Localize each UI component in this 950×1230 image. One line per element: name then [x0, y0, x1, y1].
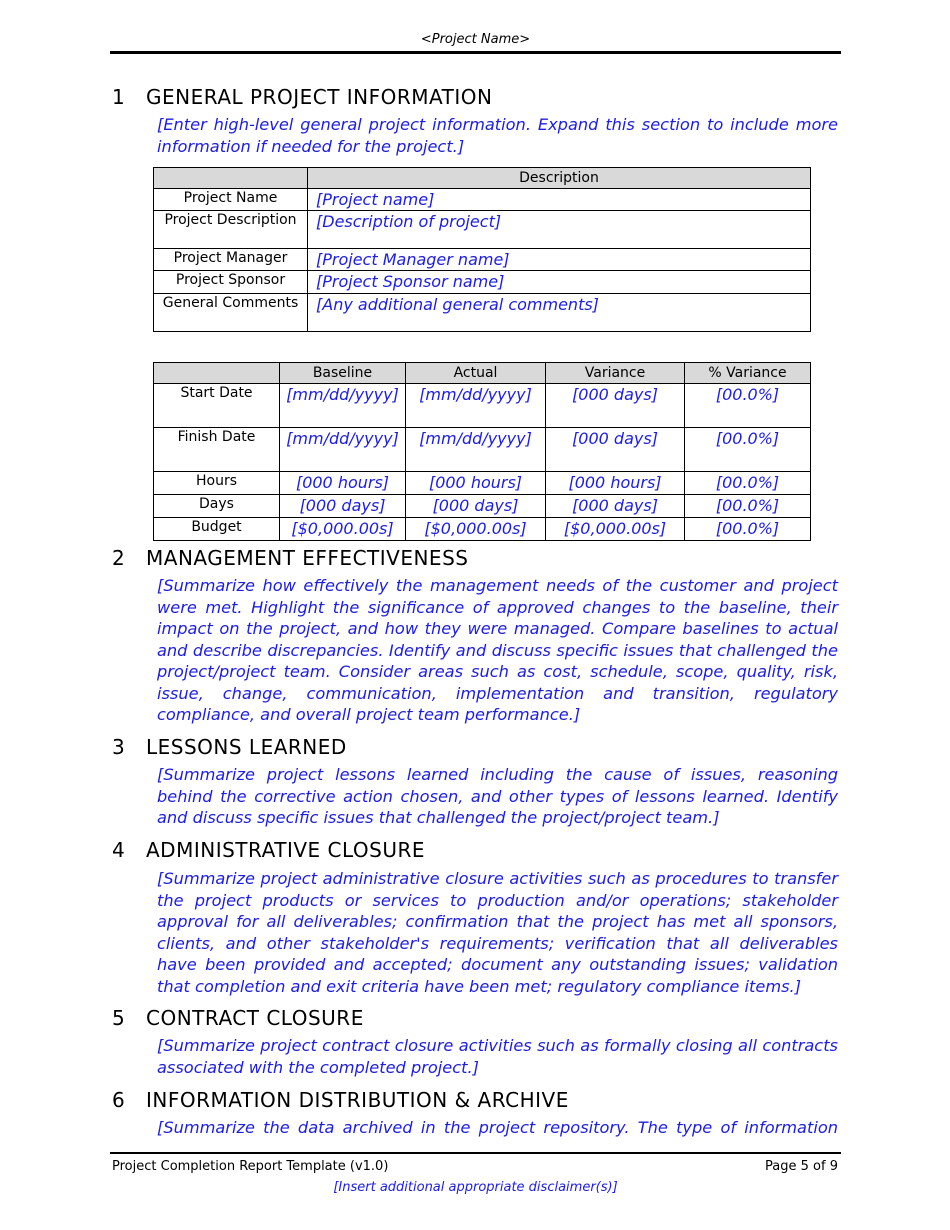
footer-rule — [110, 1152, 841, 1154]
row-label: Finish Date — [154, 428, 280, 472]
percent-variance-cell: [00.0%] — [685, 472, 811, 495]
percent-variance-cell: [00.0%] — [685, 518, 811, 541]
table-row — [154, 472, 811, 495]
column-header: Actual — [406, 363, 546, 384]
baseline-cell: [000 days] — [280, 495, 406, 518]
section-number: 1 — [112, 85, 126, 109]
table-row — [154, 211, 811, 249]
row-label: Hours — [154, 472, 280, 495]
row-label: Budget — [154, 518, 280, 541]
actual-cell: [000 days] — [406, 495, 546, 518]
section-1-title — [112, 85, 492, 109]
row-label: Project Name — [154, 189, 308, 211]
table-header-row — [154, 168, 811, 189]
column-header: % Variance — [685, 363, 811, 384]
row-label: Project Manager — [154, 249, 308, 271]
header-rule — [110, 51, 841, 54]
percent-variance-cell: [00.0%] — [685, 428, 811, 472]
section-number: 3 — [112, 735, 126, 759]
variance-cell: [000 days] — [546, 495, 685, 518]
actual-cell: [000 hours] — [406, 472, 546, 495]
row-label: Days — [154, 495, 280, 518]
footer-page-number: Page 5 of 9 — [765, 1159, 838, 1174]
baseline-cell: [000 hours] — [280, 472, 406, 495]
section-heading: INFORMATION DISTRIBUTION & ARCHIVE — [146, 1088, 569, 1112]
column-header: Baseline — [280, 363, 406, 384]
table-row — [154, 495, 811, 518]
actual-cell: [mm/dd/yyyy] — [406, 384, 546, 428]
row-value: [Project Manager name] — [308, 249, 811, 271]
row-label: General Comments — [154, 294, 308, 332]
section-5-body: [Summarize project contract closure activities such as formally closing all contracts associated with the completed project.] — [157, 1036, 838, 1077]
section-heading: GENERAL PROJECT INFORMATION — [146, 85, 493, 109]
actual-cell: [mm/dd/yyyy] — [406, 428, 546, 472]
footer-disclaimer: [Insert additional appropriate disclaimer(s)] — [333, 1180, 618, 1195]
section-number: 2 — [112, 546, 126, 570]
table-row — [154, 271, 811, 294]
description-header: Description — [308, 168, 811, 189]
variance-cell: [000 hours] — [546, 472, 685, 495]
variance-cell: [000 days] — [546, 384, 685, 428]
row-label: Start Date — [154, 384, 280, 428]
row-label: Project Description — [154, 211, 308, 249]
row-value: [Description of project] — [308, 211, 811, 249]
baseline-cell: [mm/dd/yyyy] — [280, 384, 406, 428]
section-heading: CONTRACT CLOSURE — [146, 1006, 364, 1030]
variance-cell: [$0,000.00s] — [546, 518, 685, 541]
section-4-title — [112, 838, 425, 862]
section-2-title — [112, 546, 468, 570]
table-row — [154, 428, 811, 472]
section-4-body: [Summarize project administrative closure activities such as procedures to transfer the project products or services to production and/or operations; stakeholder approval for all deliverables; confirmation that the project has met all sponsors, clients, and other stakeholder's requirements; verification that all deliverables have been provided and accepted; document any outstanding issues; validation that completion and exit criteria have been met; regulatory compliance items.] — [157, 869, 838, 996]
column-header: Variance — [546, 363, 685, 384]
table-row — [154, 189, 811, 211]
section-2-body: [Summarize how effectively the management needs of the customer and project were met. Highlight the significance of approved changes to the baseline, their impact on the project, and how they were managed. Compare baselines to actual and describe discrepancies. Identify and discuss specific issues that challenged the project/project team. Consider areas such as cost, schedule, scope, quality, risk, issue, change, communication, implementation and transition, regulatory compliance, and overall project team performance.] — [157, 576, 838, 724]
section-5-title — [112, 1006, 364, 1030]
section-6-title — [112, 1088, 569, 1112]
row-value: [Any additional general comments] — [308, 294, 811, 332]
empty-header-cell — [154, 363, 280, 384]
page-header: <Project Name> — [420, 32, 531, 47]
percent-variance-cell: [00.0%] — [685, 495, 811, 518]
table-row — [154, 294, 811, 332]
section-heading: ADMINISTRATIVE CLOSURE — [146, 838, 426, 862]
section-3-body: [Summarize project lessons learned including the cause of issues, reasoning behind the corrective action chosen, and other types of lessons learned. Identify and discuss specific issues that challenged the project/project team.] — [157, 765, 838, 827]
section-heading: MANAGEMENT EFFECTIVENESS — [146, 546, 469, 570]
general-info-table — [153, 167, 811, 332]
table-header-row — [154, 363, 811, 384]
schedule-budget-table — [153, 362, 811, 541]
table-row — [154, 384, 811, 428]
row-value: [Project Sponsor name] — [308, 271, 811, 294]
row-label: Project Sponsor — [154, 271, 308, 294]
table-row — [154, 249, 811, 271]
section-6-body: [Summarize the data archived in the project repository. The type of information — [157, 1118, 838, 1137]
variance-cell: [000 days] — [546, 428, 685, 472]
section-number: 5 — [112, 1006, 126, 1030]
section-1-body: [Enter high-level general project information. Expand this section to include more information if needed for the project.] — [157, 115, 838, 156]
table-row — [154, 518, 811, 541]
percent-variance-cell: [00.0%] — [685, 384, 811, 428]
actual-cell: [$0,000.00s] — [406, 518, 546, 541]
section-number: 4 — [112, 838, 126, 862]
section-3-title — [112, 735, 347, 759]
row-value: [Project name] — [308, 189, 811, 211]
empty-header-cell — [154, 168, 308, 189]
footer-document-title: Project Completion Report Template (v1.0) — [112, 1159, 389, 1174]
baseline-cell: [mm/dd/yyyy] — [280, 428, 406, 472]
section-number: 6 — [112, 1088, 126, 1112]
baseline-cell: [$0,000.00s] — [280, 518, 406, 541]
section-heading: LESSONS LEARNED — [146, 735, 347, 759]
